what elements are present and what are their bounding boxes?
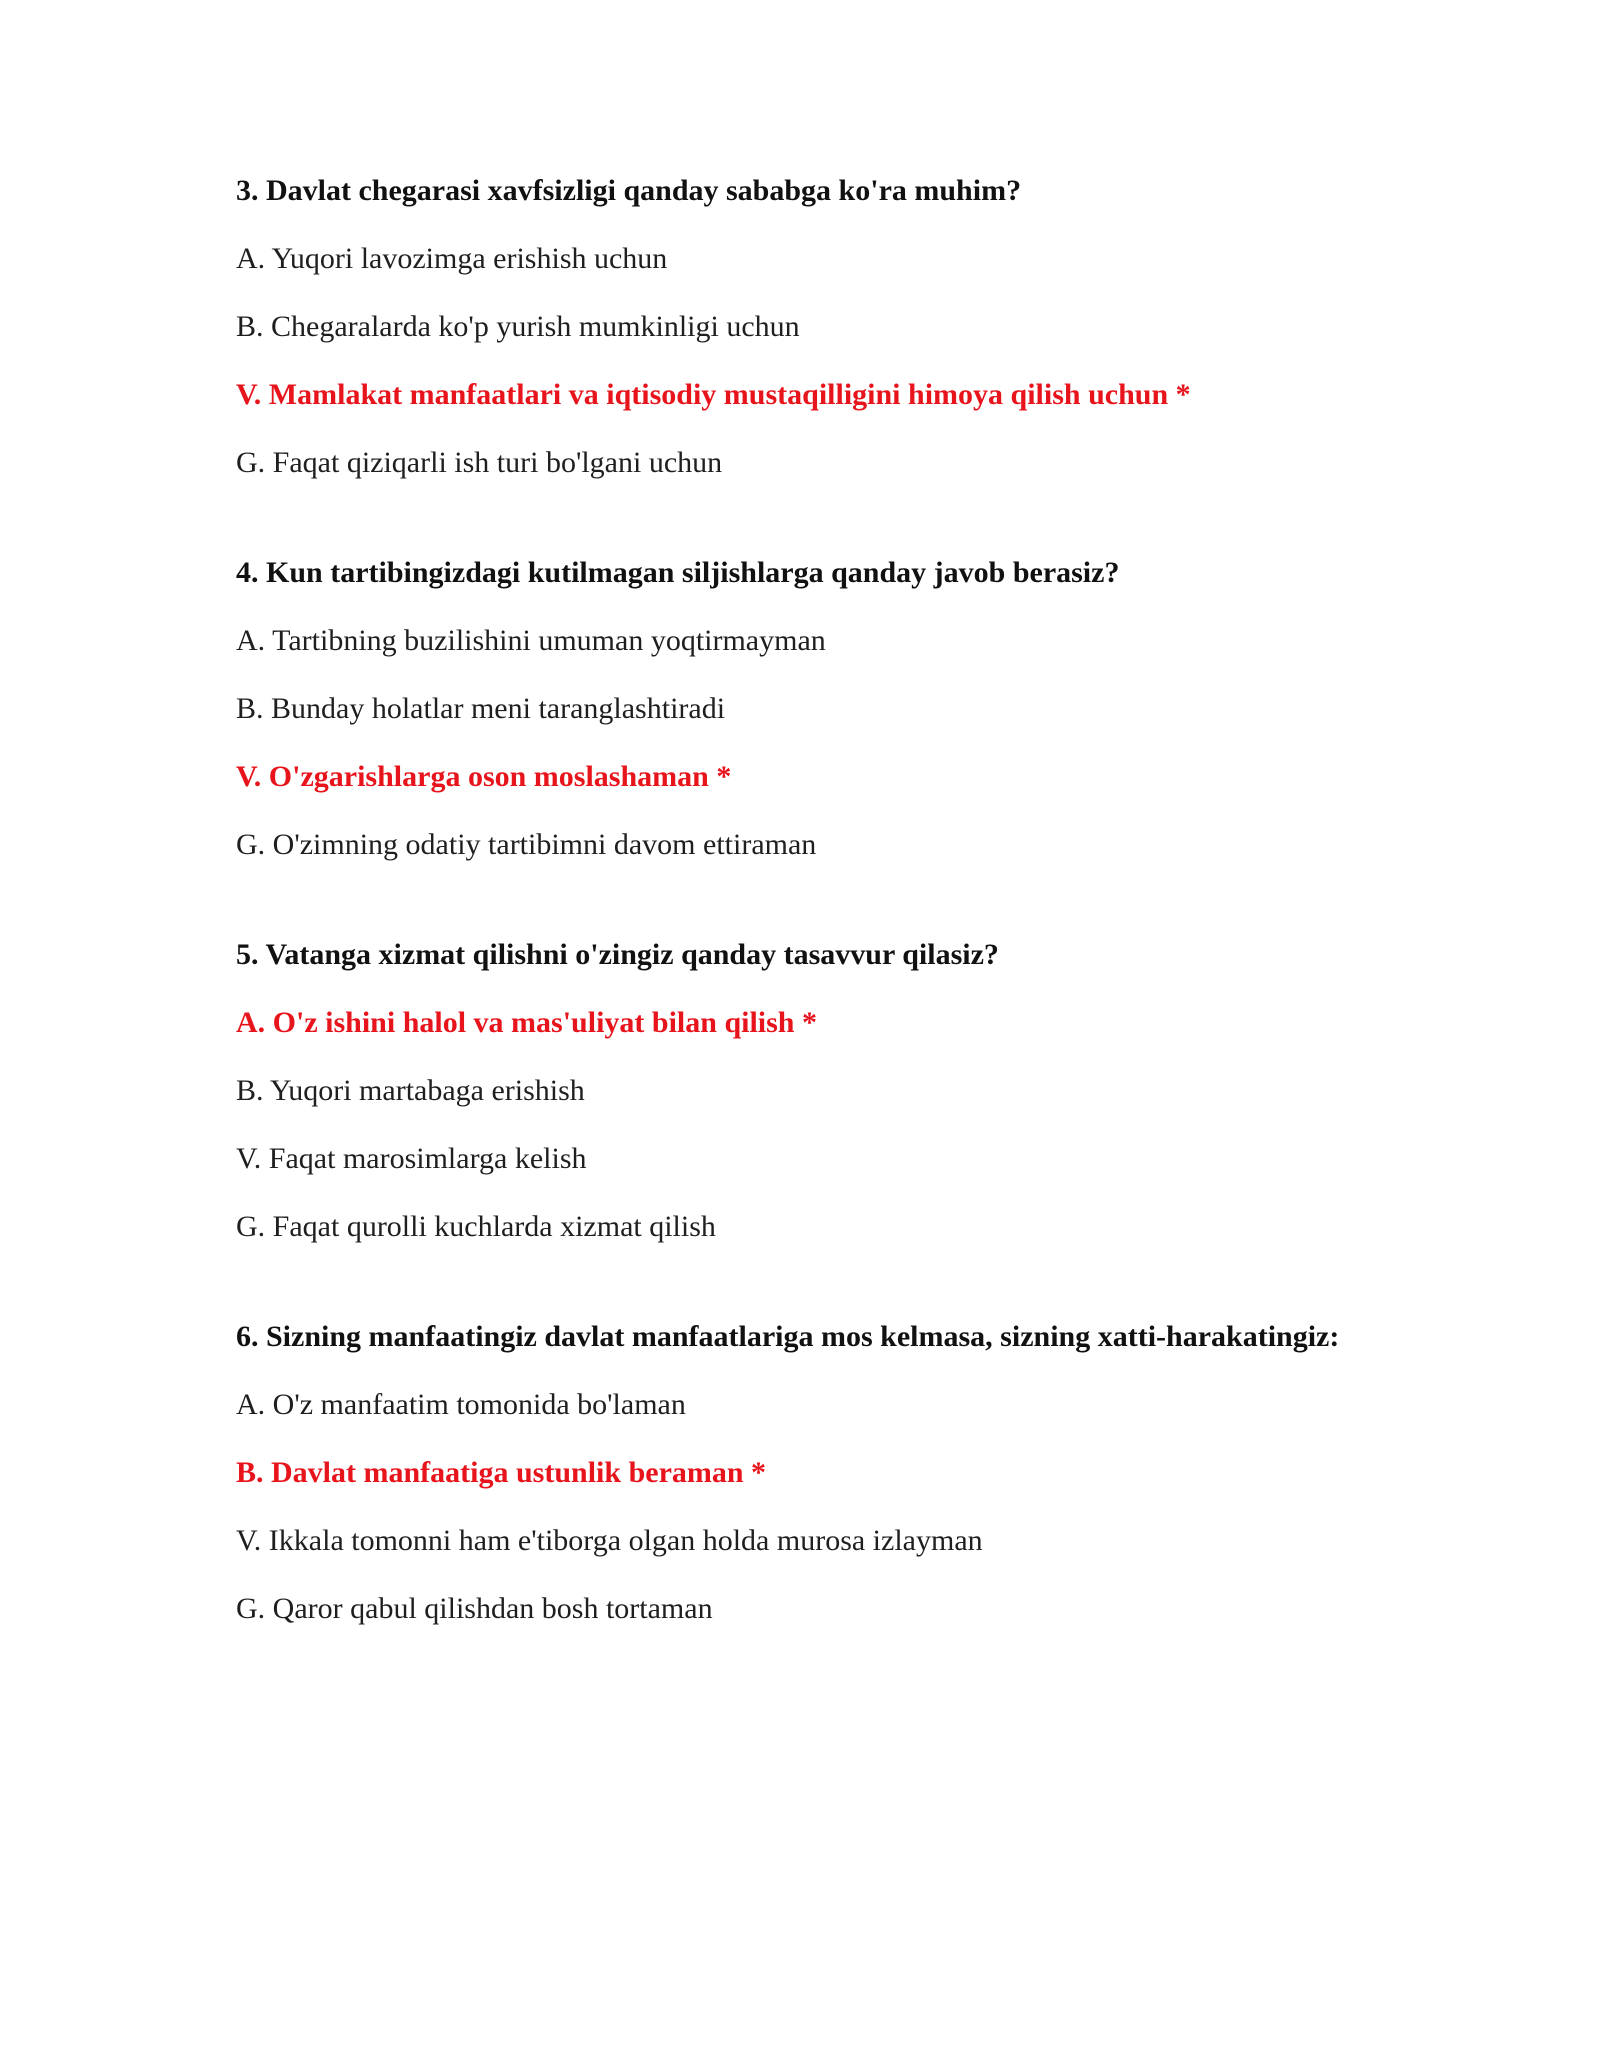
question-text: 4. Kun tartibingizdagi kutilmagan siljishlarga qanday javob berasiz? [236, 556, 1120, 589]
answer-option: B. Yuqori martabaga erishish [236, 1074, 585, 1107]
answer-option: V. Ikkala tomonni ham e'tiborga olgan holda murosa izlayman [236, 1524, 983, 1557]
answer-option: G. Faqat qurolli kuchlarda xizmat qilish [236, 1210, 716, 1243]
correct-answer-option: V. Mamlakat manfaatlari va iqtisodiy mustaqilligini himoya qilish uchun * [236, 378, 1191, 411]
answer-option: G. O'zimning odatiy tartibimni davom ettiraman [236, 828, 817, 861]
answer-option: B. Bunday holatlar meni taranglashtiradi [236, 692, 726, 725]
correct-answer-option: V. O'zgarishlarga oson moslashaman * [236, 760, 732, 793]
answer-option: A. Tartibning buzilishini umuman yoqtirmayman [236, 624, 826, 657]
answer-option: B. Chegaralarda ko'p yurish mumkinligi uchun [236, 310, 800, 343]
question-block-6 [236, 1316, 1356, 1629]
question-text: 5. Vatanga xizmat qilishni o'zingiz qanday tasavvur qilasiz? [236, 938, 999, 971]
question-block-3 [236, 170, 1356, 483]
answer-option: V. Faqat marosimlarga kelish [236, 1142, 587, 1175]
document-page [236, 170, 1356, 1629]
answer-option: A. Yuqori lavozimga erishish uchun [236, 242, 668, 275]
correct-answer-option: B. Davlat manfaatiga ustunlik beraman * [236, 1456, 767, 1489]
question-text: 6. Sizning manfaatingiz davlat manfaatlariga mos kelmasa, sizning xatti-harakatingiz: [236, 1320, 1340, 1353]
answer-option: A. O'z manfaatim tomonida bo'laman [236, 1388, 686, 1421]
answer-option: G. Qaror qabul qilishdan bosh tortaman [236, 1592, 713, 1625]
question-block-5 [236, 934, 1356, 1247]
correct-answer-option: A. O'z ishini halol va mas'uliyat bilan qilish * [236, 1006, 817, 1039]
question-text: 3. Davlat chegarasi xavfsizligi qanday sababga ko'ra muhim? [236, 174, 1022, 207]
answer-option: G. Faqat qiziqarli ish turi bo'lgani uchun [236, 446, 723, 479]
question-block-4 [236, 552, 1356, 865]
